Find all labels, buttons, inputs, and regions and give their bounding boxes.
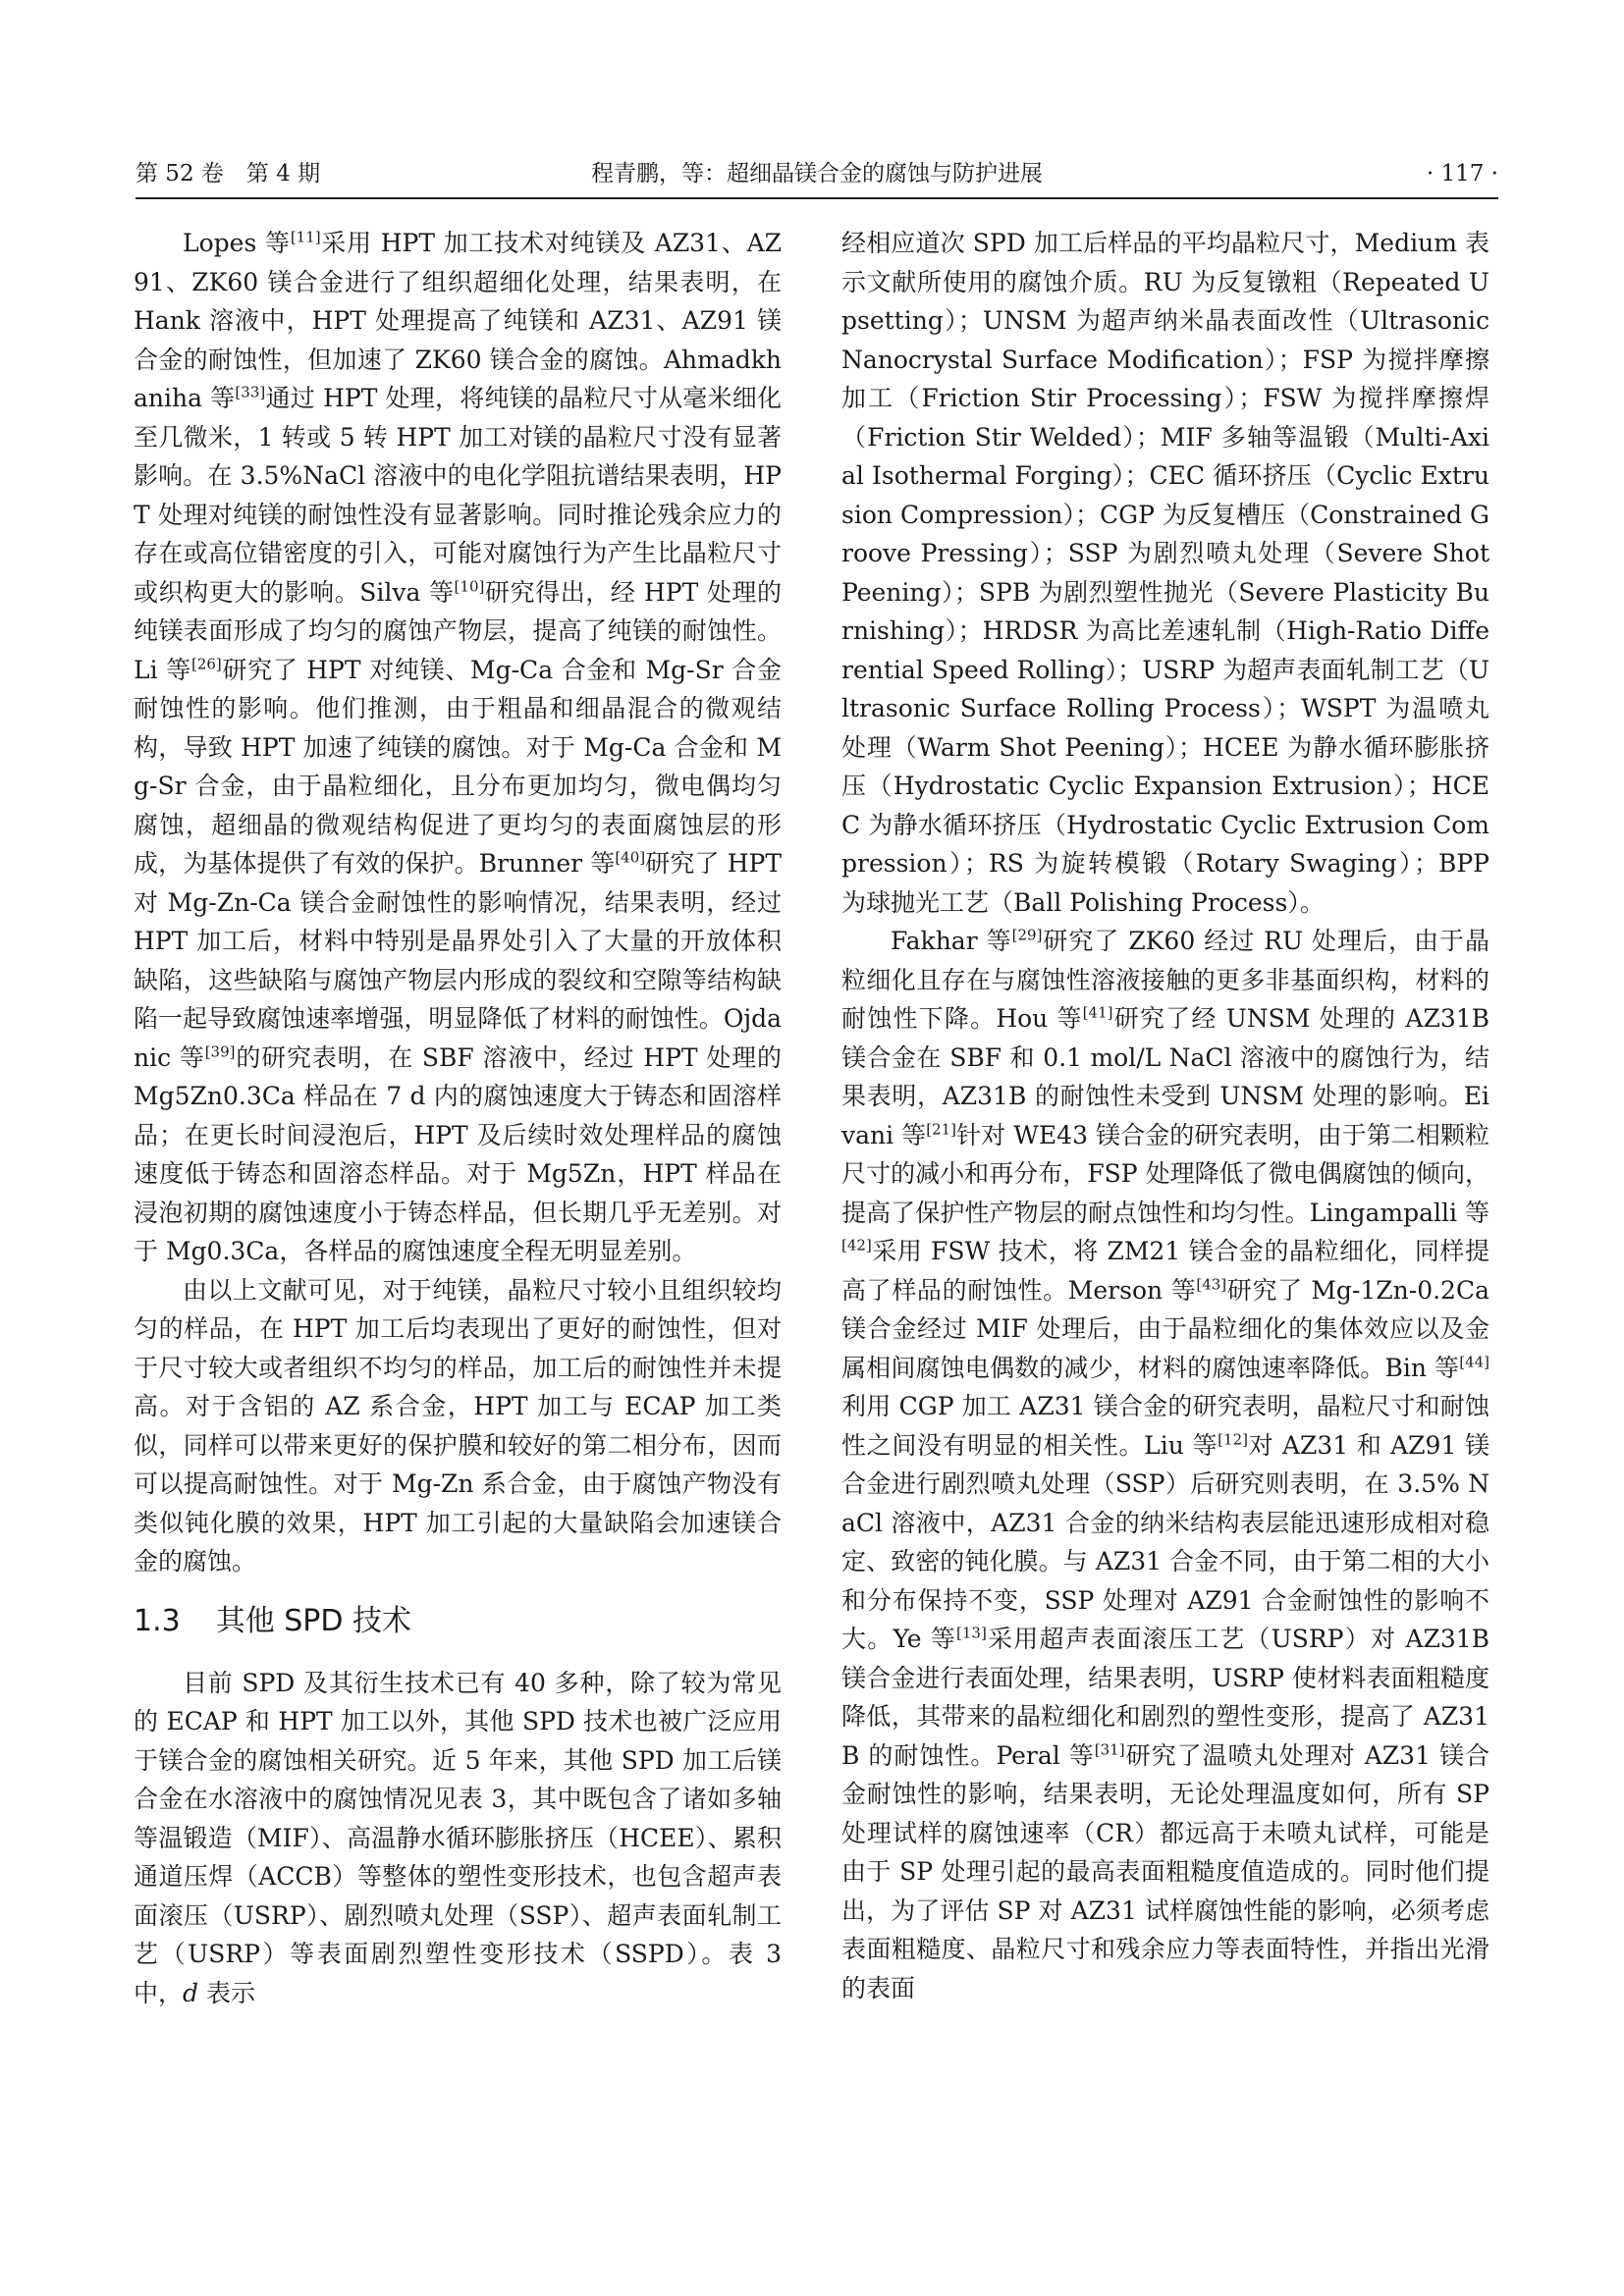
- citation: [10]: [454, 577, 485, 596]
- text-run: 采用 HPT 加工技术对纯镁及 AZ31、AZ91、ZK60 镁合金进行了组织超细化处理，结果表明，在 Hank 溶液中，HPT 处理提高了纯镁和 AZ31、AZ91 镁合金的耐蚀性，但加速了 ZK60 镁合金的腐蚀。Ahmadkhaniha 等: [134, 229, 782, 412]
- variable: d: [183, 1978, 199, 2007]
- text-run: 研究了温喷丸处理对 AZ31 镁合金耐蚀性的影响，结果表明，无论处理温度如何，所有 SP 处理试样的腐蚀速率（CR）都远高于未喷丸试样，可能是由于 SP 处理引起的最高表面粗糙度值造成的。同时他们提出，为了评估 SP 对 AZ31 试样腐蚀性能的影响，必须考虑表面粗糙度、晶粒尺寸和残余应力等表面特性，并指出光滑的表面: [841, 1740, 1489, 2002]
- paragraph-other-spd: [134, 1664, 782, 2013]
- page-number: · 117 ·: [1426, 161, 1498, 187]
- citation: [42]: [841, 1236, 872, 1255]
- text-run: Fakhar 等: [891, 927, 1012, 955]
- text-run: 研究了 HPT 对 Mg-Zn-Ca 镁合金耐蚀性的影响情况，结果表明，经过 HPT 加工后，材料中特别是晶界处引入了大量的开放体积缺陷，这些缺陷与腐蚀产物层内形成的裂纹和空隙等结构缺陷一起导致腐蚀速率增强，明显降低了材料的耐蚀性。Ojdanic 等: [134, 849, 782, 1072]
- left-column: [134, 224, 782, 2012]
- paragraph-other-spd-results: [841, 922, 1489, 2007]
- citation: [31]: [1094, 1740, 1125, 1759]
- citation: [11]: [290, 228, 321, 246]
- running-title: 程青鹏，等：超细晶镁合金的腐蚀与防护进展: [591, 161, 1043, 187]
- text-run: 对 AZ31 和 AZ91 镁合金进行剧烈喷丸处理（SSP）后研究则表明，在 3.5% NaCl 溶液中，AZ31 合金的纳米结构表层能迅速形成相对稳定、致密的钝化膜。与 AZ31 合金不同，由于第二相的大小和分布保持不变，SSP 处理对 AZ91 合金耐蚀性的影响不大。Ye 等: [841, 1430, 1489, 1653]
- text-run: 研究了经 UNSM 处理的 AZ31B 镁合金在 SBF 和 0.1 mol/L NaCl 溶液中的腐蚀行为，结果表明，AZ31B 的耐蚀性未受到 UNSM 处理的影响。Eivani 等: [841, 1004, 1490, 1149]
- citation: [12]: [1218, 1430, 1248, 1449]
- text-run: 采用 FSW 技术，将 ZM21 镁合金的晶粒细化，同样提高了样品的耐蚀性。Merson 等: [841, 1237, 1489, 1305]
- right-column: [841, 224, 1489, 2007]
- section-number: 1.3: [134, 1603, 181, 1638]
- volume-issue: 第 52 卷 第 4 期: [135, 161, 321, 187]
- citation: [41]: [1082, 1003, 1113, 1022]
- text-run: 通过 HPT 处理，将纯镁的晶粒尺寸从毫米细化至几微米，1 转或 5 转 HPT 加工对镁的晶粒尺寸没有显著影响。在 3.5%NaCl 溶液中的电化学阻抗谱结果表明，HPT 处理对纯镁的耐蚀性没有显著影响。同时推论残余应力的存在或高位错密度的引入，可能对腐蚀行为产生比晶粒尺寸或织构更大的影响。Silva 等: [134, 384, 782, 607]
- citation: [26]: [190, 655, 222, 673]
- text-run: 研究了 HPT 对纯镁、Mg-Ca 合金和 Mg-Sr 合金耐蚀性的影响。他们推测，由于粗晶和细晶混合的微观结构，导致 HPT 加速了纯镁的腐蚀。对于 Mg-Ca 合金和 Mg-Sr 合金，由于晶粒细化，且分布更加均匀，微电偶均匀腐蚀，超细晶的微观结构促进了更均匀的表面腐蚀层的形成，为基体提供了有效的保护。Brunner 等: [134, 655, 783, 878]
- citation: [39]: [204, 1042, 236, 1061]
- text-run: 针对 WE43 镁合金的研究表明，由于第二相颗粒尺寸的减小和再分布，FSP 处理降低了微电偶腐蚀的倾向，提高了保护性产物层的耐点蚀性和均匀性。Lingampalli 等: [841, 1120, 1490, 1227]
- text-run: 目前 SPD 及其衍生技术已有 40 多种，除了较为常见的 ECAP 和 HPT 加工以外，其他 SPD 技术也被广泛应用于镁合金的腐蚀相关研究。近 5 年来，其他 SPD 加工后镁合金在水溶液中的腐蚀情况见表 3，其中既包含了诸如多轴等温锻造（MIF）、高温静水循环膨胀挤压（HCEE）、累积通道压焊（ACCB）等整体的塑性变形技术，也包含超声表面滚压（USRP）、剧烈喷丸处理（SSP）、超声表面轧制工艺（USRP）等表面剧烈塑性变形技术（SSPD）。表 3 中，: [134, 1668, 782, 2007]
- citation: [29]: [1011, 926, 1043, 944]
- paragraph-summary: 由以上文献可见，对于纯镁，晶粒尺寸较小且组织较均匀的样品，在 HPT 加工后均表现出了更好的耐蚀性，但对于尺寸较大或者组织不均匀的样品，加工后的耐蚀性并未提高。对于含铝的 AZ 系合金，HPT 加工与 ECAP 加工类似，同样可以带来更好的保护膜和较好的第二相分布，因而可以提高耐蚀性。对于 Mg-Zn 系合金，由于腐蚀产物没有类似钝化膜的效果，HPT 加工引起的大量缺陷会加速镁合金的腐蚀。: [134, 1275, 782, 1575]
- text-run: 研究了 ZK60 经过 RU 处理后，由于晶粒细化且存在与腐蚀性溶液接触的更多非基面织构，材料的耐蚀性下降。Hou 等: [841, 927, 1490, 1033]
- citation: [40]: [615, 848, 646, 867]
- text-run: 利用 CGP 加工 AZ31 镁合金的研究表明，晶粒尺寸和耐蚀性之间没有明显的相关性。Liu 等: [841, 1392, 1489, 1460]
- paragraph-abbreviations: 经相应道次 SPD 加工后样品的平均晶粒尺寸，Medium 表示文献所使用的腐蚀介质。RU 为反复镦粗（Repeated Upsetting）；UNSM 为超声纳米晶表面改性（Ultrasonic Nanocrystal Surface Modification）；FSP 为搅拌摩擦加工（Friction Stir Processing）；FSW 为搅拌摩擦焊（Friction Stir Welded）；MIF 多轴等温锻（Multi-Axial Isothermal Forging）；CEC 循环挤压（Cyclic Extrusion Compression）；CGP 为反复槽压（Constrained Groove Pressing）；SSP 为剧烈喷丸处理（Severe Shot Peening）；SPB 为剧烈塑性抛光（Severe Plasticity Burnishing）；HRDSR 为高比差速轧制（High-Ratio Differential Speed Rolling）；USRP 为超声表面轧制工艺（Ultrasonic Surface Rolling Process）；WSPT 为温喷丸处理（Warm Shot Peening）；HCEE 为静水循环膨胀挤压（Hydrostatic Cyclic Expansion Extrusion）；HCEC 为静水循环挤压（Hydrostatic Cyclic Extrusion Compression）；RS 为旋转模锻（Rotary Swaging）；BPP 为球抛光工艺（Ball Polishing Process）。: [841, 229, 1489, 917]
- section-heading: [134, 1603, 782, 1640]
- paragraph-hpt-studies: [134, 224, 782, 1271]
- text-run: 表示: [198, 1978, 255, 2007]
- section-title: 其他 SPD 技术: [215, 1603, 412, 1638]
- citation: [21]: [926, 1120, 957, 1139]
- citation: [44]: [1459, 1353, 1489, 1371]
- text-run: 研究了 Mg-1Zn-0.2Ca 镁合金经过 MIF 处理后，由于晶粒细化的集体效应以及金属相间腐蚀电偶数的减少，材料的腐蚀速率降低。Bin 等: [841, 1275, 1489, 1382]
- citation: [13]: [956, 1624, 987, 1642]
- citation: [33]: [235, 383, 266, 401]
- running-header: [135, 157, 1498, 190]
- header-rule: [135, 197, 1498, 199]
- citation: [43]: [1196, 1275, 1227, 1294]
- text-run: 采用超声表面滚压工艺（USRP）对 AZ31B 镁合金进行表面处理，结果表明，USRP 使材料表面粗糙度降低，其带来的晶粒细化和剧烈的塑性变形，提高了 AZ31B 的耐蚀性。Peral 等: [841, 1625, 1489, 1770]
- text-run: 的研究表明，在 SBF 溶液中，经过 HPT 处理的 Mg5Zn0.3Ca 样品在 7 d 内的腐蚀速度大于铸态和固溶样品；在更长时间浸泡后，HPT 及后续时效处理样品的腐蚀速度低于铸态和固溶态样品。对于 Mg5Zn，HPT 样品在浸泡初期的腐蚀速度小于铸态样品，但长期几乎无差别。对于 Mg0.3Ca，各样品的腐蚀速度全程无明显差别。: [134, 1042, 782, 1265]
- text-run: 研究得出，经 HPT 处理的纯镁表面形成了均匀的腐蚀产物层，提高了纯镁的耐蚀性。Li 等: [134, 577, 782, 684]
- text-run: Lopes 等: [183, 229, 291, 257]
